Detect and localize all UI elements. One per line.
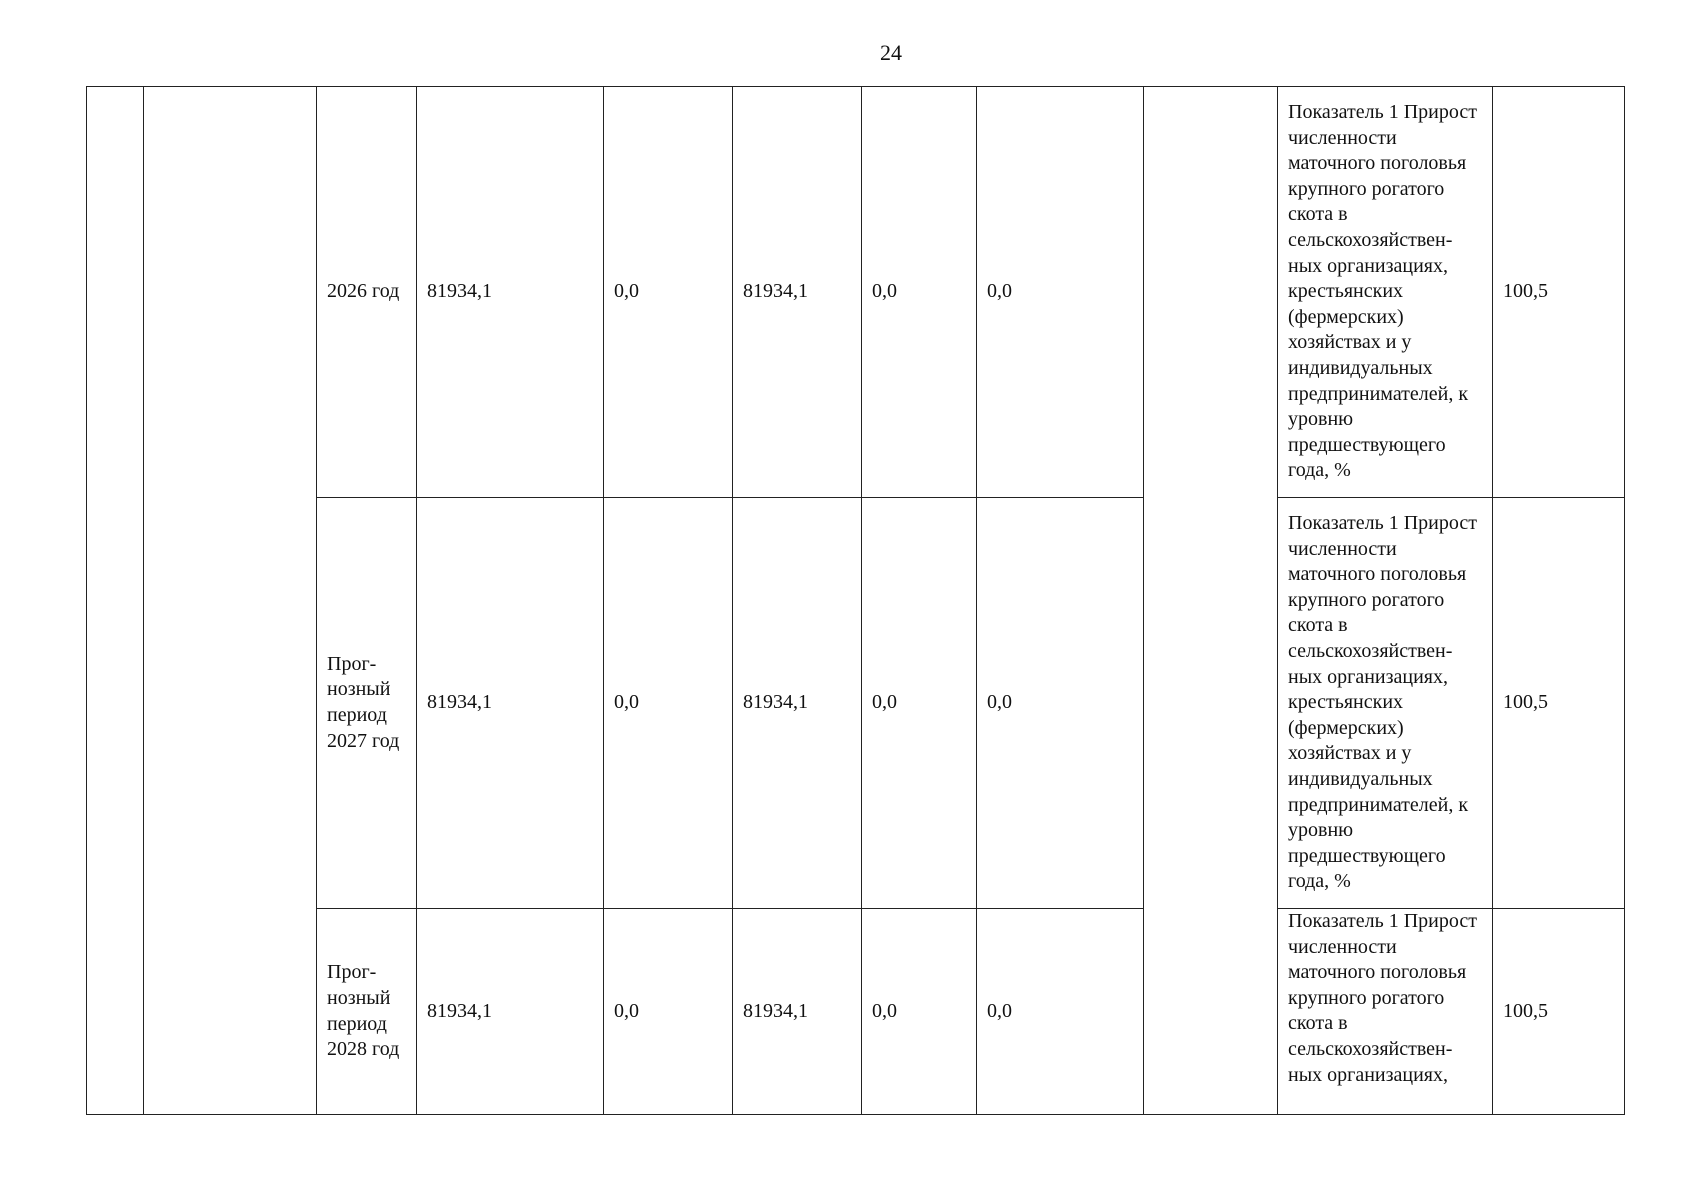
total-cell: 81934,1 (417, 498, 604, 909)
value-cell: 0,0 (604, 498, 733, 909)
financing-table (86, 86, 1625, 1115)
indicator-text: Показатель 1 Прирост численности маточного поголовья крупного рогатого скота в сельскохозяйствен-ных организациях, крестьянских (фермерских) хозяйствах и у индивидуальных предпринимателей, к уровню предшествующего года, % (1288, 101, 1477, 482)
empty-cell-name (144, 87, 317, 1115)
period-cell: 2026 год (317, 87, 417, 498)
empty-cell-number (87, 87, 144, 1115)
indicator-value-cell: 100,5 (1493, 498, 1625, 909)
total-cell: 81934,1 (417, 909, 604, 1115)
page-number: 24 (880, 40, 902, 65)
value-cell: 0,0 (862, 498, 977, 909)
table-row (87, 87, 1625, 498)
indicator-text: Показатель 1 Прирост численности маточного поголовья крупного рогатого скота в сельскохозяйствен-ных организациях, (1288, 910, 1477, 1086)
value-cell: 81934,1 (733, 909, 862, 1115)
value-cell: 81934,1 (733, 498, 862, 909)
indicator-value-cell: 100,5 (1493, 87, 1625, 498)
value-cell: 0,0 (977, 87, 1144, 498)
indicator-text: Показатель 1 Прирост численности маточного поголовья крупного рогатого скота в сельскохозяйствен-ных организациях, крестьянских (фермерских) хозяйствах и у индивидуальных предпринимателей, к уровню предшествующего года, % (1288, 512, 1477, 893)
value-cell: 0,0 (977, 909, 1144, 1115)
table-row (87, 909, 1625, 1115)
value-cell: 0,0 (604, 909, 733, 1115)
period-cell: Прог-нозный период 2028 год (317, 909, 417, 1115)
indicator-value-cell: 100,5 (1493, 909, 1625, 1115)
value-cell: 0,0 (862, 87, 977, 498)
value-cell: 0,0 (977, 498, 1144, 909)
value-cell: 81934,1 (733, 87, 862, 498)
indicator-cell (1278, 909, 1493, 1115)
indicator-cell (1278, 87, 1493, 498)
period-cell: Прог-нозный период 2027 год (317, 498, 417, 909)
total-cell: 81934,1 (417, 87, 604, 498)
indicator-cell (1278, 498, 1493, 909)
table-row (87, 498, 1625, 909)
empty-cell-executor (1144, 87, 1278, 1115)
value-cell: 0,0 (604, 87, 733, 498)
value-cell: 0,0 (862, 909, 977, 1115)
